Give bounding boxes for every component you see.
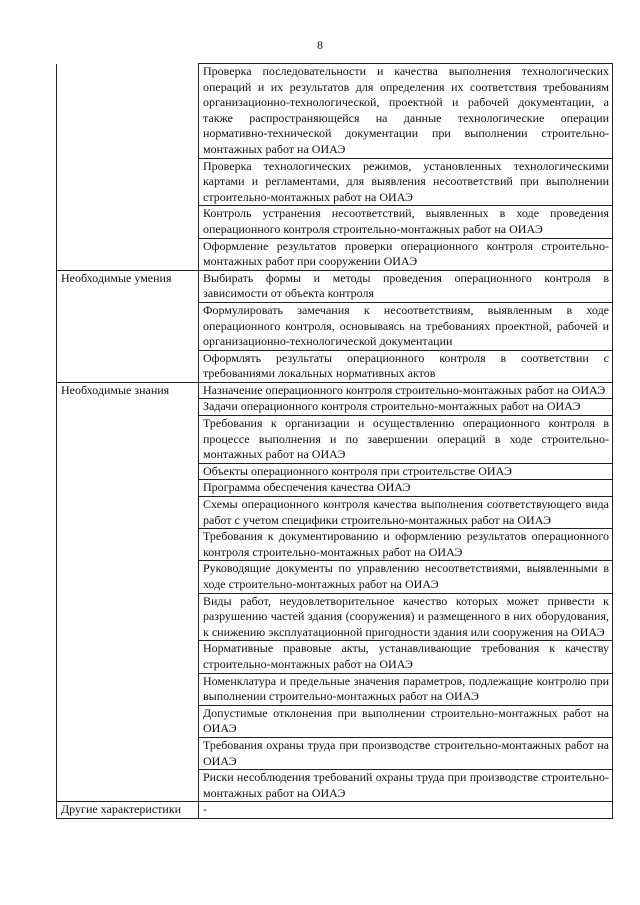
requirement-text: Объекты операционного контроля при строительстве ОИАЭ	[199, 463, 613, 480]
requirement-text: Оформлять результаты операционного контроля в соответствии с требованиями локальных нормативных актов	[199, 350, 613, 382]
requirement-text: Номенклатура и предельные значения параметров, подлежащие контролю при выполнении строительно-монтажных работ на ОИАЭ	[199, 673, 613, 705]
requirement-text: Назначение операционного контроля строительно-монтажных работ на ОИАЭ	[199, 382, 613, 399]
requirement-text: Риски несоблюдения требований охраны труда при производстве строительно-монтажных работ на ОИАЭ	[199, 770, 613, 802]
requirement-text: Формулировать замечания к несоответствиям, выявленным в ходе операционного контроля, основываясь на требованиях проектной, рабочей и организационно-технологической документации	[199, 302, 613, 350]
section-label	[57, 64, 199, 271]
requirement-text: Оформление результатов проверки операционного контроля строительно-монтажных работ при сооружении ОИАЭ	[199, 238, 613, 270]
requirement-text: Проверка последовательности и качества выполнения технологических операций и их результатов для определения их соответствия требованиям организационно-технологической, проектной и рабочей документации, а также распространяющейся на данные технологические операции нормативно-технической документации при выполнении строительно-монтажных работ на ОИАЭ	[199, 64, 613, 159]
requirement-text: Требования к документированию и оформлению результатов операционного контроля строительно-монтажных работ на ОИАЭ	[199, 529, 613, 561]
requirement-text: Допустимые отклонения при выполнении строительно-монтажных работ на ОИАЭ	[199, 705, 613, 737]
requirements-table	[56, 63, 613, 819]
requirement-text: -	[199, 802, 613, 819]
section-label: Другие характеристики	[57, 802, 199, 819]
requirement-text: Нормативные правовые акты, устанавливающие требования к качеству строительно-монтажных работ на ОИАЭ	[199, 641, 613, 673]
requirement-text: Руководящие документы по управлению несоответствиями, выявленными в ходе строительно-монтажных работ на ОИАЭ	[199, 561, 613, 593]
table-row	[57, 382, 613, 399]
requirement-text: Задачи операционного контроля строительно-монтажных работ на ОИАЭ	[199, 399, 613, 416]
requirement-text: Выбирать формы и методы проведения операционного контроля в зависимости от объекта контроля	[199, 270, 613, 302]
table-row	[57, 64, 613, 159]
requirement-text: Проверка технологических режимов, установленных технологическими картами и регламентами, для выявления несоответствий при выполнении строительно-монтажных работ на ОИАЭ	[199, 158, 613, 206]
requirement-text: Виды работ, неудовлетворительное качество которых может привести к разрушению частей здания (сооружения) и размещенного в них оборудования, к снижению эксплуатационной пригодности здания или сооружения на ОИАЭ	[199, 593, 613, 641]
section-label: Необходимые знания	[57, 382, 199, 801]
requirement-text: Программа обеспечения качества ОИАЭ	[199, 480, 613, 497]
requirement-text: Требования к организации и осуществлению операционного контроля в процессе выполнения и по завершении операций в ходе строительно-монтажных работ на ОИАЭ	[199, 416, 613, 464]
requirement-text: Контроль устранения несоответствий, выявленных в ходе проведения операционного контроля строительно-монтажных работ на ОИАЭ	[199, 206, 613, 238]
section-label: Необходимые умения	[57, 270, 199, 382]
table-row	[57, 802, 613, 819]
requirements-table-body	[57, 64, 613, 819]
table-row	[57, 270, 613, 302]
page-number: 8	[317, 38, 323, 52]
requirement-text: Требования охраны труда при производстве строительно-монтажных работ на ОИАЭ	[199, 737, 613, 769]
requirement-text: Схемы операционного контроля качества выполнения соответствующего вида работ с учетом специфики строительно-монтажных работ на ОИАЭ	[199, 497, 613, 529]
